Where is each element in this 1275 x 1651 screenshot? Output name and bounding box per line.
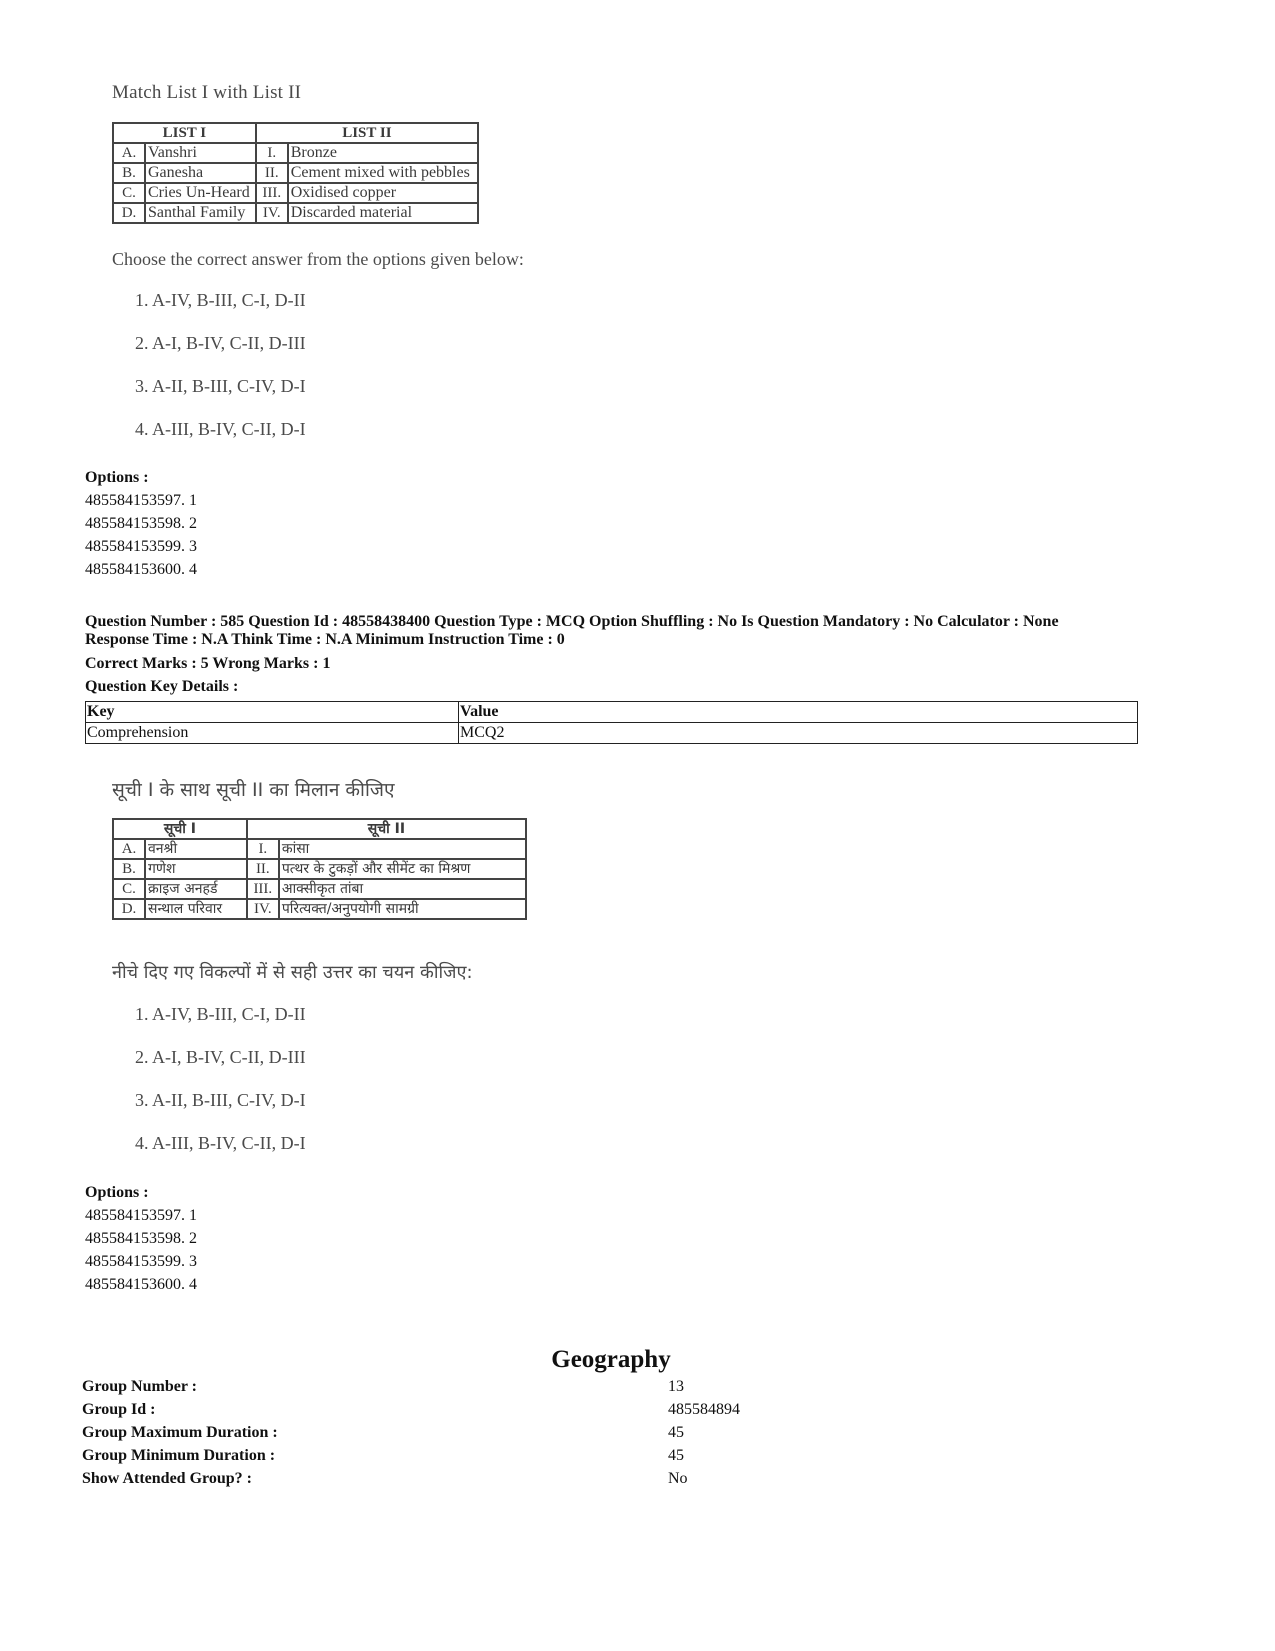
options-label: Options :: [85, 1184, 149, 1201]
answer-option-2: 2. A-I, B-IV, C-II, D-III: [135, 1047, 306, 1067]
group-value: 45: [668, 1424, 684, 1441]
question-meta-line1: Question Number : 585 Question Id : 48558438400 Question Type : MCQ Option Shuffling : No Is Question Mandatory : No Calculator : None: [85, 613, 1059, 630]
table-row: A. Vanshri I. Bronze: [113, 143, 478, 163]
table-row: C. Cries Un-Heard III. Oxidised copper: [113, 183, 478, 203]
answer-option-1: 1. A-IV, B-III, C-I, D-II: [135, 290, 306, 310]
group-value: 45: [668, 1447, 684, 1464]
question-image-hindi: [112, 772, 572, 1162]
group-value: 13: [668, 1378, 684, 1395]
option-id: 485584153599. 3: [85, 538, 197, 555]
table-row: B. गणेश II. पत्थर के टुकड़ों और सीमेंट का मिश्रण: [113, 859, 526, 879]
group-key: Group Number :: [82, 1378, 197, 1395]
table-row: C. क्राइज अनहर्ड III. आक्सीकृत तांबा: [113, 879, 526, 899]
option-id: 485584153598. 2: [85, 515, 197, 532]
question-prompt: सूची I के साथ सूची II का मिलान कीजिए: [112, 779, 395, 801]
option-id: 485584153598. 2: [85, 1230, 197, 1247]
answer-option-3: 3. A-II, B-III, C-IV, D-I: [135, 376, 306, 396]
choose-instruction: Choose the correct answer from the options given below:: [112, 249, 524, 269]
group-number-row: [82, 1378, 782, 1401]
question-meta-line2: Response Time : N.A Think Time : N.A Minimum Instruction Time : 0: [85, 631, 565, 648]
option-id: 485584153600. 4: [85, 561, 197, 578]
section-title: Geography: [551, 1346, 671, 1373]
option-id: 485584153597. 1: [85, 1207, 197, 1224]
key-details-label: Question Key Details :: [85, 678, 239, 695]
match-table: [112, 122, 479, 224]
group-key: Group Id :: [82, 1401, 156, 1418]
marks-line: Correct Marks : 5 Wrong Marks : 1: [85, 655, 331, 672]
choose-instruction: नीचे दिए गए विकल्पों में से सही उत्तर का चयन कीजिए:: [112, 962, 473, 983]
list1-header: सूची I: [113, 819, 247, 839]
value-header: Value: [459, 702, 1138, 723]
list1-header: LIST I: [113, 123, 256, 143]
group-value: No: [668, 1470, 688, 1487]
options-label: Options :: [85, 469, 149, 486]
match-table: [112, 818, 527, 920]
answer-option-1: 1. A-IV, B-III, C-I, D-II: [135, 1004, 306, 1024]
answer-option-3: 3. A-II, B-III, C-IV, D-I: [135, 1090, 306, 1110]
option-id: 485584153597. 1: [85, 492, 197, 509]
option-id: 485584153600. 4: [85, 1276, 197, 1293]
table-row: D. सन्थाल परिवार IV. परित्यक्त/अनुपयोगी सामग्री: [113, 899, 526, 919]
group-key: Show Attended Group? :: [82, 1470, 252, 1487]
table-row: D. Santhal Family IV. Discarded material: [113, 203, 478, 223]
options-block: [85, 1181, 197, 1296]
answer-option-4: 4. A-III, B-IV, C-II, D-I: [135, 1133, 306, 1153]
group-id-row: [82, 1401, 782, 1424]
option-id: 485584153599. 3: [85, 1253, 197, 1270]
answer-option-2: 2. A-I, B-IV, C-II, D-III: [135, 333, 306, 353]
show-attended-group-row: [82, 1470, 782, 1493]
group-max-duration-row: [82, 1424, 782, 1447]
key-header: Key: [86, 702, 459, 723]
group-min-duration-row: [82, 1447, 782, 1470]
group-key: Group Minimum Duration :: [82, 1447, 276, 1464]
question-image-english: [112, 80, 572, 450]
question-prompt: Match List I with List II: [112, 82, 302, 103]
list2-header: LIST II: [256, 123, 478, 143]
group-key: Group Maximum Duration :: [82, 1424, 278, 1441]
options-block: [85, 466, 197, 581]
key-details-table: [85, 701, 1138, 744]
table-row: B. Ganesha II. Cement mixed with pebbles: [113, 163, 478, 183]
list2-header: सूची II: [247, 819, 526, 839]
table-row: A. वनश्री I. कांसा: [113, 839, 526, 859]
group-value: 485584894: [668, 1401, 740, 1418]
table-row: Comprehension MCQ2: [86, 723, 1138, 744]
answer-option-4: 4. A-III, B-IV, C-II, D-I: [135, 419, 306, 439]
